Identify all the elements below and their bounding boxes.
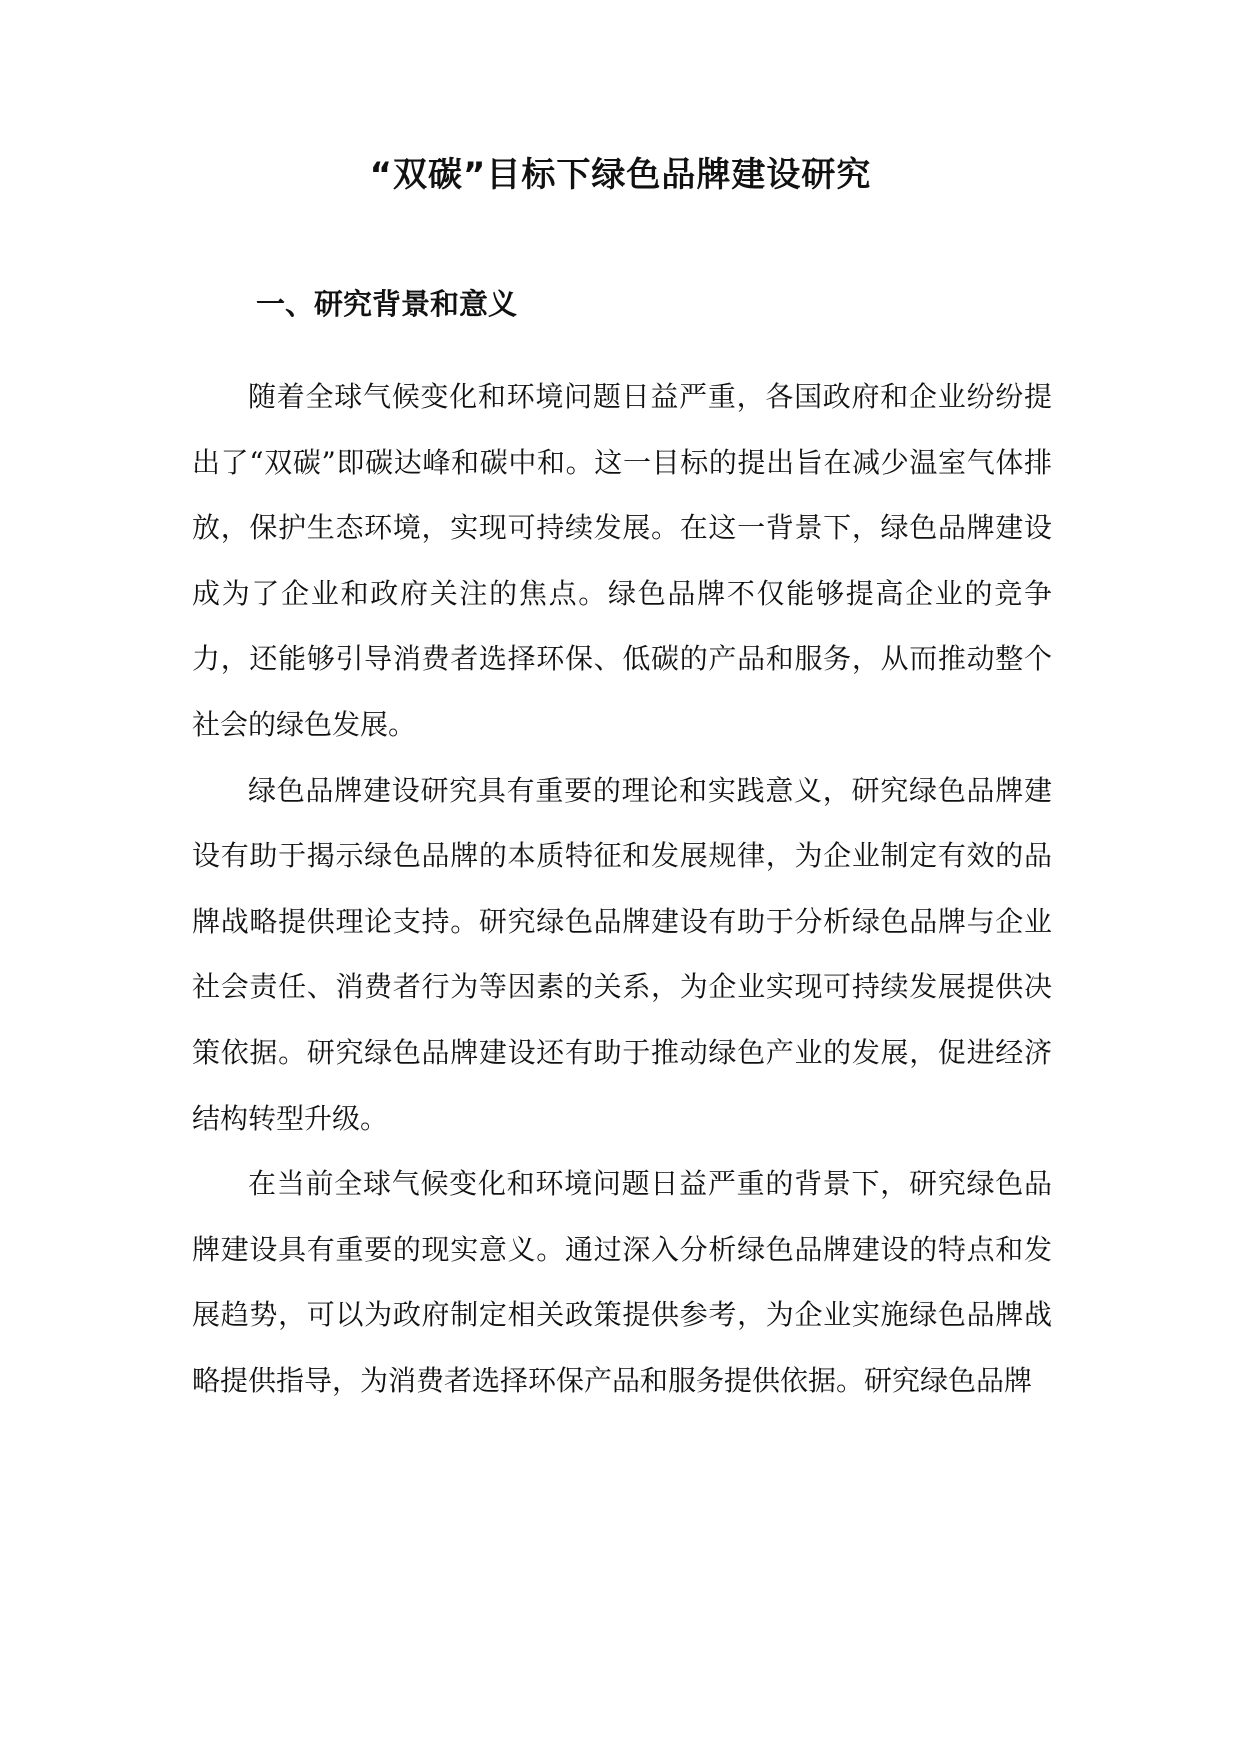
paragraph-2: 绿色品牌建设研究具有重要的理论和实践意义，研究绿色品牌建设有助于揭示绿色品牌的本质特征和发展规律，为企业制定有效的品牌战略提供理论支持。研究绿色品牌建设有助于分析绿色品牌与企业社会责任、消费者行为等因素的关系，为企业实现可持续发展提供决策依据。研究绿色品牌建设还有助于推动绿色产业的发展，促进经济结构转型升级。: [192, 773, 1052, 1135]
section-heading: 一、研究背景和意义: [256, 287, 518, 321]
paragraph-3: 在当前全球气候变化和环境问题日益严重的背景下，研究绿色品牌建设具有重要的现实意义。通过深入分析绿色品牌建设的特点和发展趋势，可以为政府制定相关政策提供参考，为企业实施绿色品牌战略提供指导，为消费者选择环保产品和服务提供依据。研究绿色品牌: [192, 1167, 1052, 1397]
paragraph-1: 随着全球气候变化和环境问题日益严重，各国政府和企业纷纷提出了“双碳”即碳达峰和碳中和。这一目标的提出旨在减少温室气体排放，保护生态环境，实现可持续发展。在这一背景下，绿色品牌建设成为了企业和政府关注的焦点。绿色品牌不仅能够提高企业的竞争力，还能够引导消费者选择环保、低碳的产品和服务，从而推动整个社会的绿色发展。: [192, 380, 1052, 741]
document-title: “双碳”目标下绿色品牌建设研究: [369, 155, 872, 195]
body-text: [192, 364, 1052, 1414]
